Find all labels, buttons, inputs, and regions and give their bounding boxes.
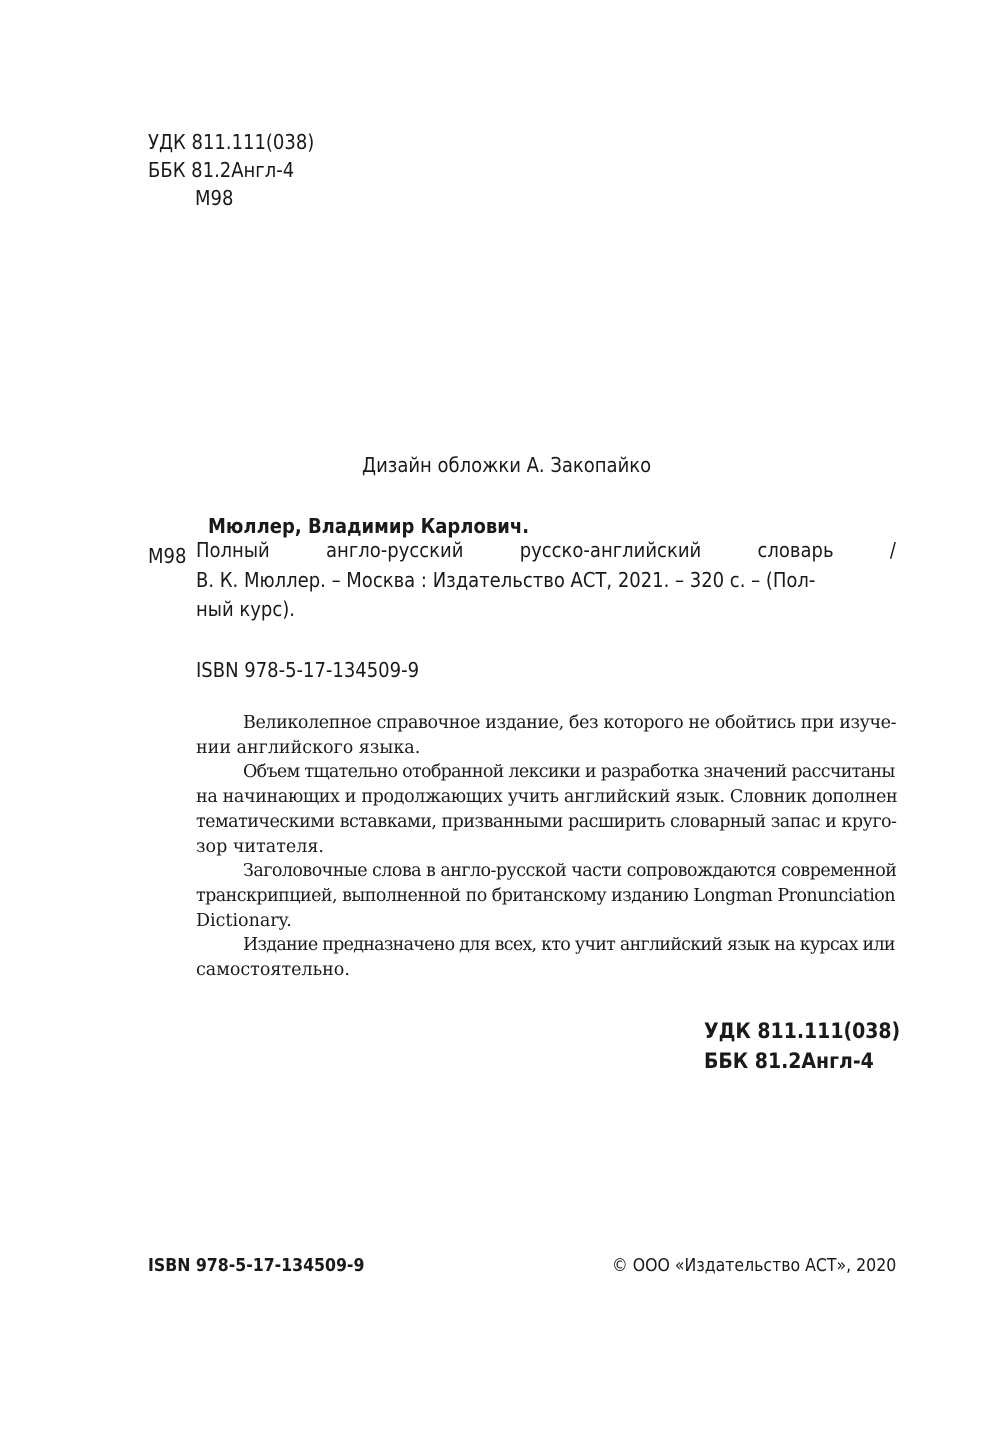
- entry-author-mark: М98: [148, 544, 187, 568]
- bib-line-3: ный курс).: [196, 597, 295, 621]
- classification-codes-footer: [704, 1016, 900, 1076]
- author-mark: М98: [195, 186, 234, 210]
- bib-word: русско-английский: [519, 538, 702, 562]
- annotation-line: нии английского языка.: [196, 737, 421, 758]
- annotation-line: Объем тщательно отобранной лексики и разработка значений рассчитаны: [243, 762, 895, 783]
- annotation-line: Великолепное справочное издание, без которого не обойтись при изуче-: [243, 713, 897, 733]
- bib-word: англо-русский: [326, 538, 464, 562]
- annotation-line: транскрипцией, выполненной по британскому изданию Longman Pronunciation: [196, 885, 895, 906]
- udk-code-bold: УДК 811.111(038): [704, 1019, 901, 1043]
- copyright-notice: © ООО «Издательство АСТ», 2020: [612, 1256, 897, 1276]
- bib-line-2: В. К. Мюллер. – Москва : Издательство АСТ, 2021. – 320 с. – (Пол-: [196, 567, 816, 592]
- bibliographic-entry: [196, 536, 896, 625]
- annotation-line: Dictionary.: [196, 910, 292, 931]
- udk-code: УДК 811.111(038): [148, 130, 315, 154]
- bbk-code: ББК 81.2Англ-4: [148, 158, 295, 182]
- bib-word: Полный: [196, 538, 270, 562]
- annotation: [196, 711, 897, 983]
- annotation-line: тематическими вставками, призванными расширить словарный запас и круго-: [196, 811, 897, 832]
- isbn-footer: ISBN 978-5-17-134509-9: [148, 1256, 365, 1276]
- classification-codes-header: [148, 128, 314, 212]
- annotation-line: зор читателя.: [196, 836, 324, 857]
- annotation-line: на начинающих и продолжающих учить английский язык. Словник дополнен: [196, 787, 898, 808]
- annotation-line: Заголовочные слова в англо-русской части сопровождаются современной: [243, 861, 897, 882]
- annotation-line: самостоятельно.: [196, 960, 350, 981]
- bib-word: словарь: [757, 538, 834, 562]
- bib-word: /: [889, 538, 896, 562]
- bib-line-1: [196, 536, 896, 566]
- isbn-line: ISBN 978-5-17-134509-9: [196, 658, 420, 682]
- cover-design-credit: Дизайн обложки А. Закопайко: [362, 453, 652, 477]
- bbk-code-bold: ББК 81.2Англ-4: [704, 1049, 874, 1073]
- author-heading: Мюллер, Владимир Карлович.: [208, 514, 530, 538]
- annotation-line: Издание предназначено для всех, кто учит английский язык на курсах или: [243, 935, 895, 956]
